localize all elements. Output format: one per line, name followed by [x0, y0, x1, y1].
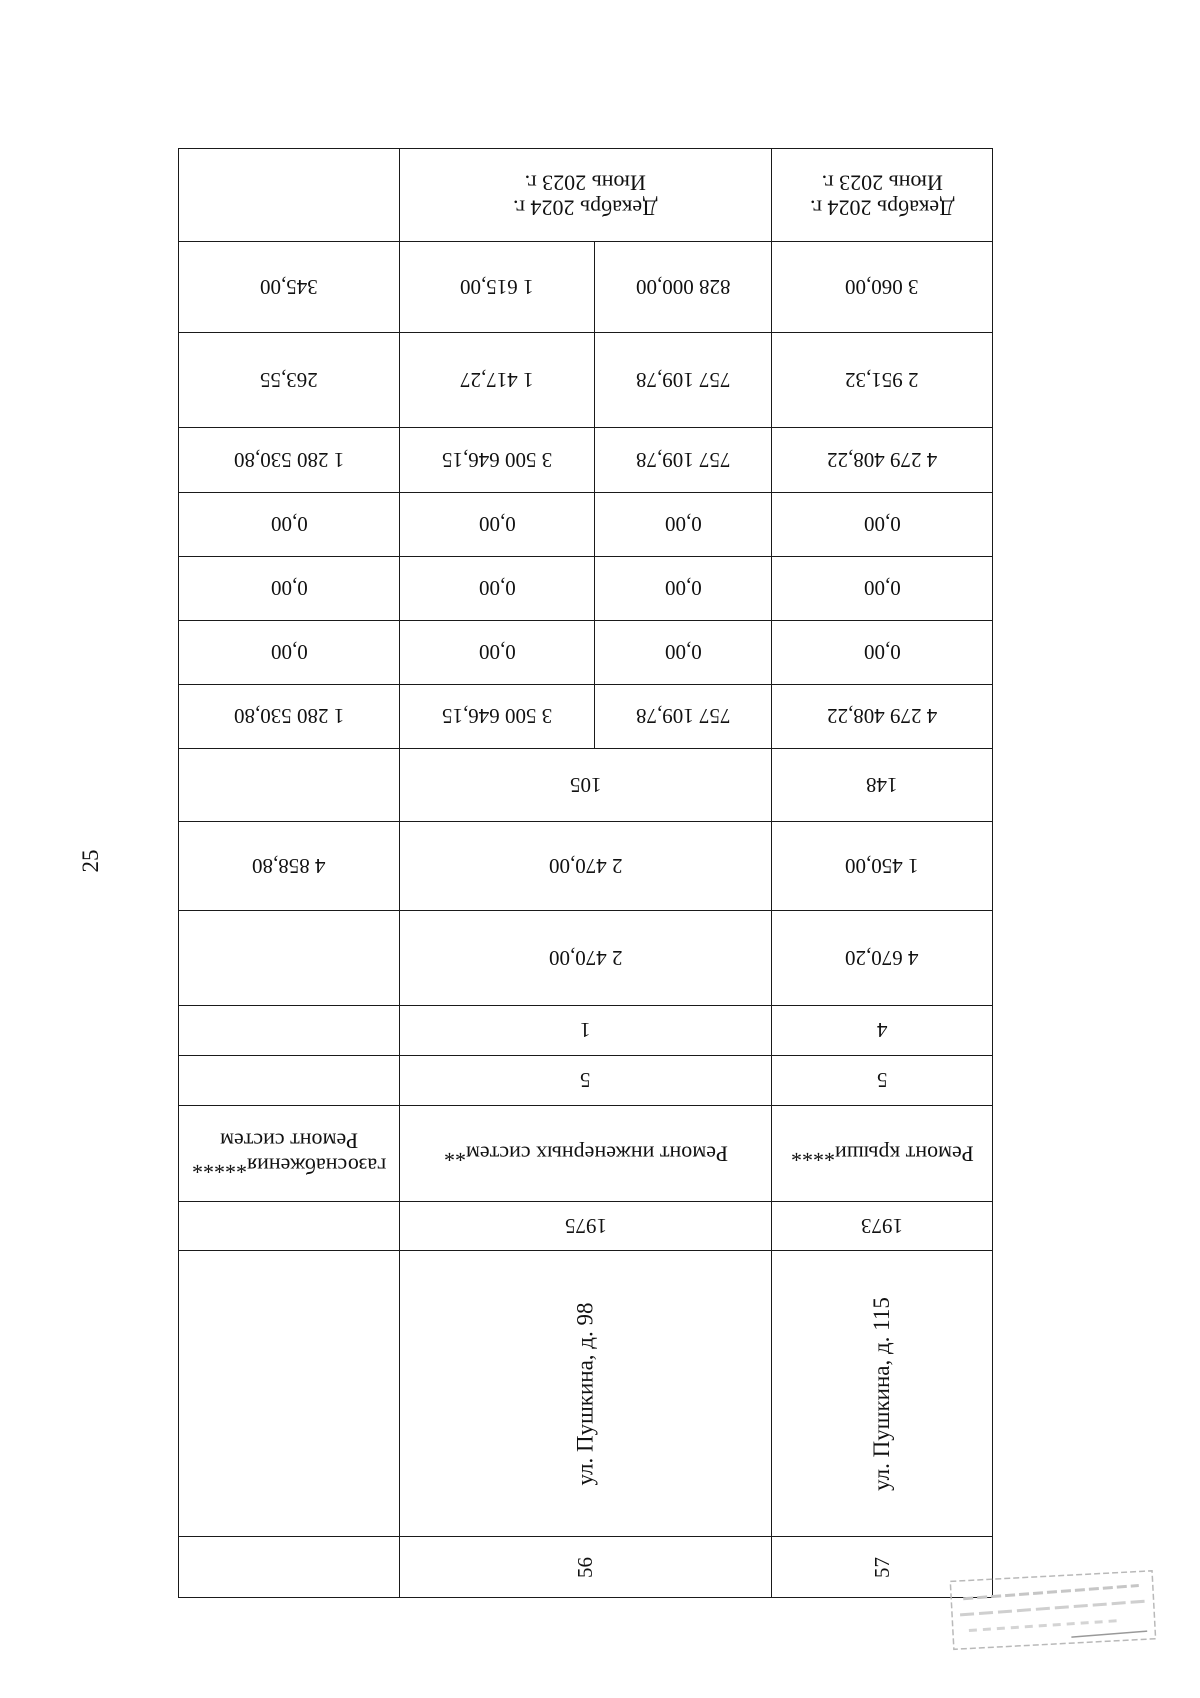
zero-cell-1: 0,00 [771, 492, 993, 557]
cost-per-sqm-cell: 4 858,80 [178, 821, 400, 911]
row-number-cell: 56 [399, 1536, 772, 1598]
total-cell: 1 280 530,80 [178, 427, 400, 493]
limit-cell: 345,00 [178, 241, 400, 333]
area-cell-empty [178, 910, 400, 1006]
c4-cell: 4 [771, 1005, 993, 1056]
zero-cell-2-b: 0,00 [594, 556, 772, 621]
c5-cell-empty [178, 1055, 400, 1106]
limit-cell-a: 1 615,00 [399, 241, 595, 333]
zero-cell-1-a: 0,00 [399, 492, 595, 557]
unit-cost-cell-b: 757 109,78 [594, 332, 772, 428]
limit-cell-b: 828 000,00 [594, 241, 772, 333]
total2-cell: 1 280 530,80 [178, 684, 400, 749]
unit-cost-cell-a: 1 417,27 [399, 332, 595, 428]
count-cell: 105 [399, 748, 772, 822]
stamp-image [948, 1567, 1160, 1656]
row-number-cell: 57 [771, 1536, 993, 1598]
count-cell: 148 [771, 748, 993, 822]
zero-cell-3: 0,00 [178, 620, 400, 685]
count-cell-empty [178, 748, 400, 822]
zero-cell-2: 0,00 [178, 556, 400, 621]
unit-cost-cell: 2 951,32 [771, 332, 993, 428]
total-cell-a: 3 500 646,15 [399, 427, 595, 493]
limit-cell: 3 060,00 [771, 241, 993, 333]
c5-cell: 5 [771, 1055, 993, 1106]
year-cell: 1973 [771, 1201, 993, 1251]
year-cell: 1975 [399, 1201, 772, 1251]
zero-cell-3-b: 0,00 [594, 620, 772, 685]
period-cell [771, 148, 993, 242]
period-cell-empty [178, 148, 400, 242]
zero-cell-2-a: 0,00 [399, 556, 595, 621]
year-cell-empty [178, 1201, 400, 1251]
area-cell: 2 470,00 [399, 910, 772, 1006]
period-cell [399, 148, 772, 242]
c4-cell-empty [178, 1005, 400, 1056]
zero-cell-3-a: 0,00 [399, 620, 595, 685]
total-cell-b: 757 109,78 [594, 427, 772, 493]
area-cell: 4 670,20 [771, 910, 993, 1006]
zero-cell-1: 0,00 [178, 492, 400, 557]
work-type-cell: Ремонт инженерных систем** [399, 1105, 772, 1202]
row-number-cell-empty [178, 1536, 400, 1598]
total-cell: 4 279 408,22 [771, 427, 993, 493]
c4-cell: 1 [399, 1005, 772, 1056]
work-type-line-2: газоснабжения***** [191, 1153, 387, 1179]
work-type-cell: Ремонт крыши**** [771, 1105, 993, 1202]
zero-cell-3: 0,00 [771, 620, 993, 685]
total2-cell-b: 757 109,78 [594, 684, 772, 749]
cost-per-sqm-cell: 1 450,00 [771, 821, 993, 911]
c5-cell: 5 [399, 1055, 772, 1106]
zero-cell-1-b: 0,00 [594, 492, 772, 557]
total2-cell: 4 279 408,22 [771, 684, 993, 749]
period-start: Июнь 2023 г. [821, 170, 943, 195]
work-type-line-1: Ремонт систем [219, 1128, 359, 1154]
zero-cell-2: 0,00 [771, 556, 993, 621]
unit-cost-cell: 263,55 [178, 332, 400, 428]
address-cell: ул. Пушкина, д. 115 [771, 1250, 993, 1537]
total2-cell-a: 3 500 646,15 [399, 684, 595, 749]
period-end: Декабрь 2024 г. [809, 195, 955, 221]
address-cell-empty [178, 1250, 400, 1537]
address-cell: ул. Пушкина, д. 98 [399, 1250, 772, 1537]
cost-per-sqm-cell: 2 470,00 [399, 821, 772, 911]
work-type-cell [178, 1105, 400, 1202]
period-start: Июнь 2023 г. [524, 170, 647, 195]
page-number: 25 [78, 849, 103, 873]
period-end: Декабрь 2024 г. [513, 195, 658, 221]
